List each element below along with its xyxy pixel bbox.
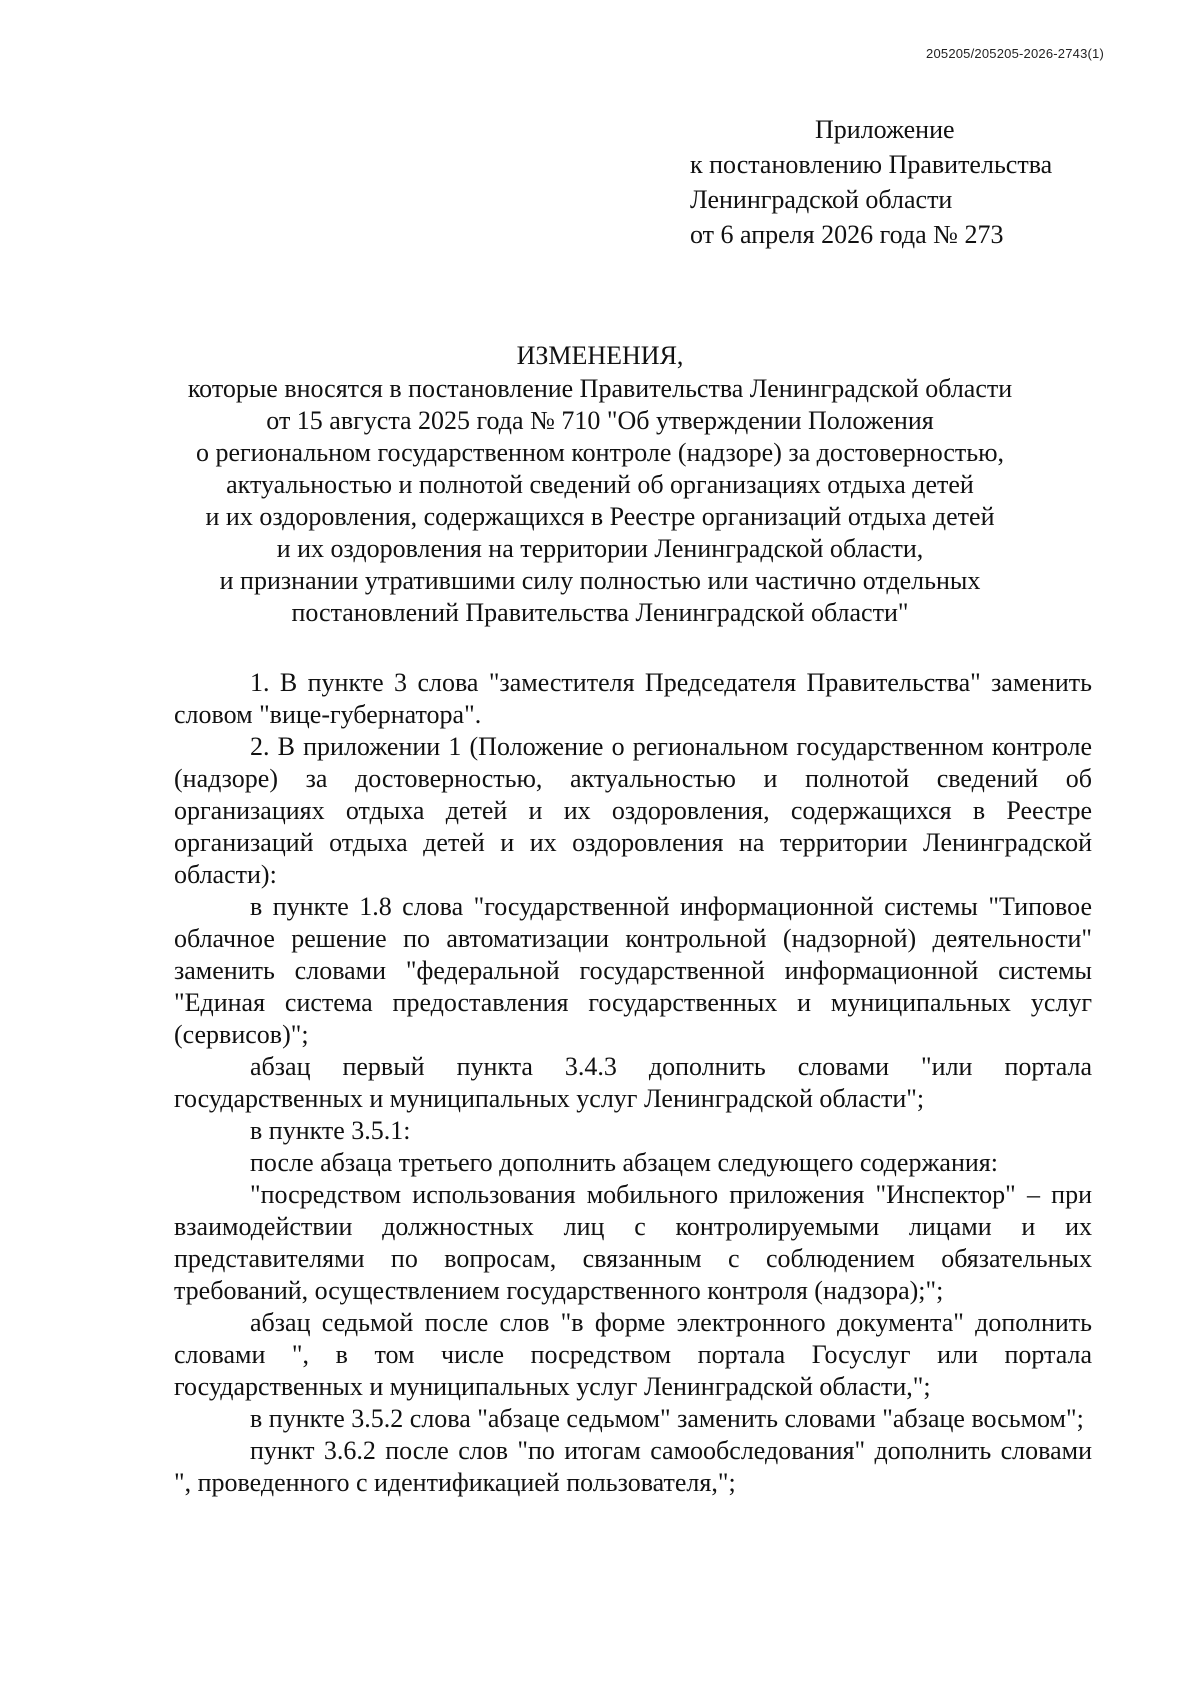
body-paragraph: 2. В приложении 1 (Положение о региональном государственном контроле (надзоре) за достоверностью, актуальностью и полнотой сведений об организациях отдыха детей и их оздоровления, содержащихся в Реестре организаций отдыха детей и их оздоровления на территории Ленинградской области): bbox=[174, 732, 1092, 889]
body-paragraph: 1. В пункте 3 слова "заместителя Председателя Правительства" заменить словом "вице-губернатора". bbox=[174, 668, 1092, 729]
appendix-line: к постановлению Правительства bbox=[690, 150, 1053, 179]
document-body bbox=[174, 667, 1092, 1499]
title-line: актуальностью и полнотой сведений об организациях отдыха детей bbox=[226, 470, 974, 499]
document-id-number: 205205/205205-2026-2743(1) bbox=[926, 46, 1104, 61]
appendix-line: Приложение bbox=[815, 115, 955, 144]
body-paragraph: пункт 3.6.2 после слов "по итогам самообследования" дополнить словами ", проведенного с идентификацией пользователя,"; bbox=[174, 1436, 1092, 1497]
title-line: и их оздоровления, содержащихся в Реестре организаций отдыха детей bbox=[205, 502, 995, 531]
title-line: и признании утратившими силу полностью или частично отдельных bbox=[219, 566, 981, 595]
body-paragraph: в пункте 1.8 слова "государственной информационной системы "Типовое облачное решение по автоматизации контрольной (надзорной) деятельности" заменить словами "федеральной государственной информационной системы "Единая система предоставления государственных и муниципальных услуг (сервисов)"; bbox=[174, 892, 1092, 1049]
document-title bbox=[0, 340, 1200, 629]
body-paragraph: после абзаца третьего дополнить абзацем следующего содержания: bbox=[250, 1148, 998, 1177]
title-line: которые вносятся в постановление Правительства Ленинградской области bbox=[187, 374, 1013, 403]
appendix-line: Ленинградской области bbox=[690, 185, 953, 214]
title-heading: ИЗМЕНЕНИЯ, bbox=[516, 341, 684, 370]
title-line: и их оздоровления на территории Ленинградской области, bbox=[276, 534, 924, 563]
title-line: постановлений Правительства Ленинградской области" bbox=[291, 598, 909, 627]
appendix-line: от 6 апреля 2026 года № 273 bbox=[690, 220, 1004, 249]
body-paragraph: "посредством использования мобильного приложения "Инспектор" – при взаимодействии должностных лиц с контролируемыми лицами и их представителями по вопросам, связанным с соблюдением обязательных требований, осуществлением государственного контроля (надзора);"; bbox=[174, 1180, 1092, 1305]
title-line: от 15 августа 2025 года № 710 "Об утверждении Положения bbox=[266, 406, 934, 435]
title-line: о региональном государственном контроле (надзоре) за достоверностью, bbox=[195, 438, 1005, 467]
body-paragraph: абзац седьмой после слов "в форме электронного документа" дополнить словами ", в том числе посредством портала Госуслуг или портала государственных и муниципальных услуг Ленинградской области,"; bbox=[174, 1308, 1092, 1401]
body-paragraph: в пункте 3.5.2 слова "абзаце седьмом" заменить словами "абзаце восьмом"; bbox=[250, 1404, 1084, 1433]
appendix-block bbox=[690, 112, 1052, 252]
body-paragraph: абзац первый пункта 3.4.3 дополнить словами "или портала государственных и муниципальных услуг Ленинградской области"; bbox=[174, 1052, 1092, 1113]
body-paragraph: в пункте 3.5.1: bbox=[250, 1116, 411, 1145]
